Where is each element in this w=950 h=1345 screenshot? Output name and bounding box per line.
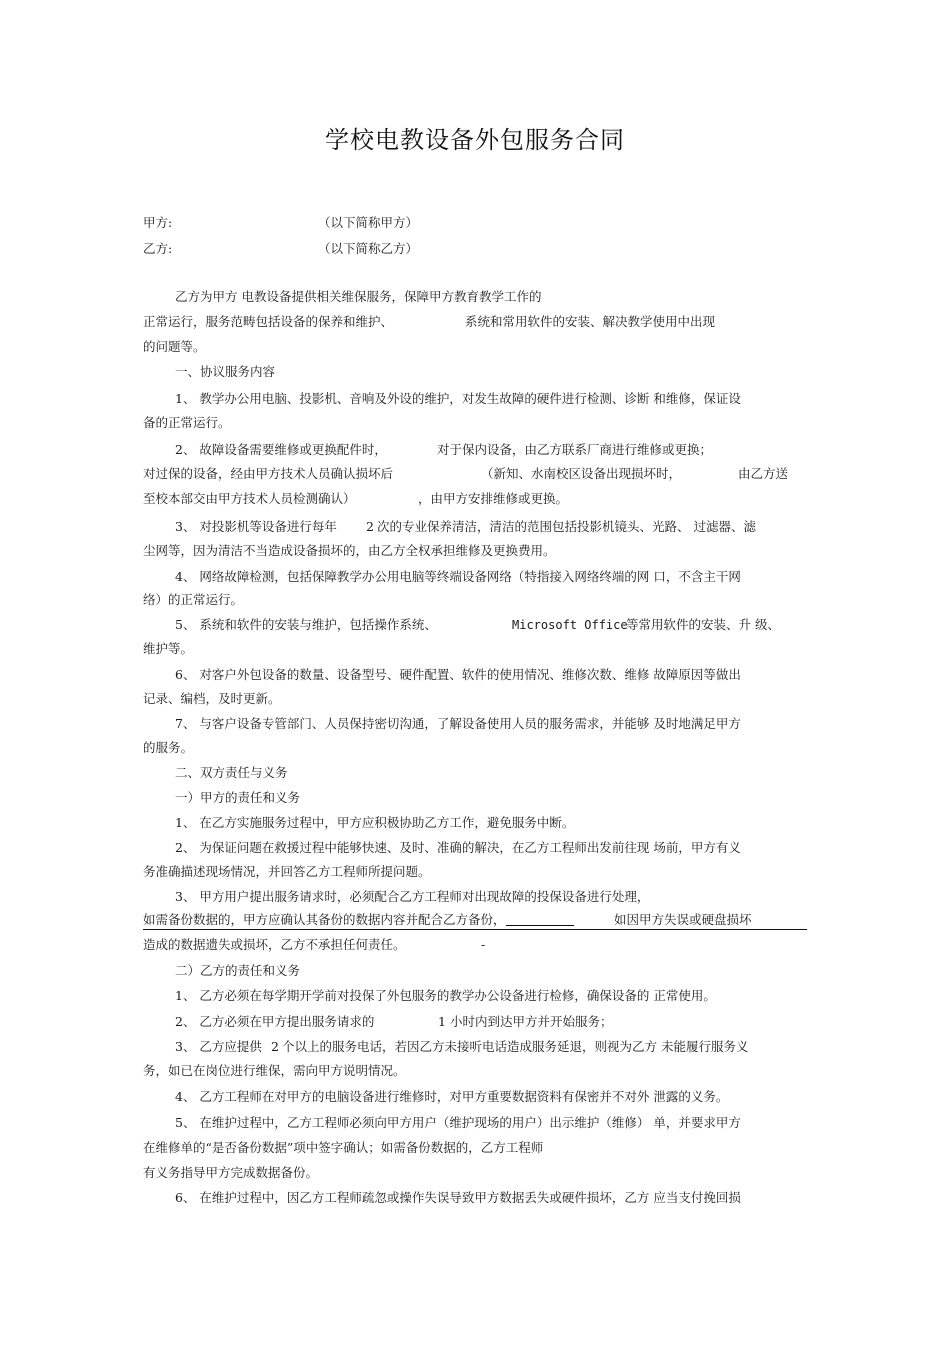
s1-item-2-line-3a: 至校本部交由甲方技术人员检测确认） [143,491,356,506]
s2b-item-3-line-2: 务，如已在岗位进行维保，需向甲方说明情况。 [143,1063,406,1078]
party-a-note: （以下简称甲方） [318,215,419,230]
s2a-item-2-line-1: 2、 为保证问题在救援过程中能够快速、及时、准确的解决，在乙方工程师出发前往现 场前，甲方有义 [175,840,741,855]
s2a-item-3-line-2a [143,912,574,928]
s1-item-2-line-1a: 2、 故障设备需要维修或更换配件时， [175,442,387,457]
s1-item-5-line-1c: 等常用软件的安装、升 级、 [626,617,780,632]
s2a-item-1: 1、 在乙方实施服务过程中，甲方应积极协助乙方工作，避免服务中断。 [175,815,575,830]
party-b-duties-heading: 二）乙方的责任和义务 [175,963,301,978]
section-2-heading: 二、双方责任与义务 [175,765,288,780]
s2a-item-3-line-2a-text: 如需备份数据的，甲方应确认其备份的数据内容并配合乙方备份， [143,912,506,927]
s1-item-3-line-1b: 2 [366,519,374,534]
s2b-item-2c: 小时内到达甲方并开始服务； [450,1014,613,1029]
party-a-label: 甲方: [143,215,173,230]
s1-item-1-line-1: 1、 教学办公用电脑、投影机、音响及外设的维护，对发生故障的硬件进行检测、诊断 和维修，保证设 [175,391,741,406]
s1-item-3-line-1c: 次的专业保养清洁，清洁的范围包括投影机镜头、光路、 过滤器、滤 [377,519,756,534]
underline-rule [143,929,807,930]
page-title: 学校电教设备外包服务合同 [325,126,625,154]
s2b-item-3-line-1b: 2 [271,1039,279,1054]
party-b-label: 乙方: [143,241,173,256]
s2b-item-3-line-1a: 3、 乙方应提供 [175,1039,262,1054]
s2a-item-3-line-2b: 如因甲方失误或硬盘损坏 [614,912,752,927]
stray-mark: - [481,937,486,952]
party-b-note: （以下简称乙方） [318,241,419,256]
s1-item-2-line-1b: 对于保内设备，由乙方联系厂商进行维修或更换； [437,442,713,457]
s2b-item-5-line-3: 有义务指导甲方完成数据备份。 [143,1165,319,1180]
s2b-item-5-line-2: 在维修单的“是否备份数据”项中签字确认；如需备份数据的，乙方工程师 [143,1140,544,1155]
s2a-item-2-line-2: 务准确描述现场情况，并回答乙方工程师所提问题。 [143,864,431,879]
s1-item-2-line-2c: 由乙方送 [738,466,789,481]
s1-item-2-line-3b: ，由甲方安排维修或更换。 [418,491,569,506]
intro-line-2b: 系统和常用软件的安装、解决教学使用中出现 [465,314,716,329]
s1-item-6-line-2: 记录、编档，及时更新。 [143,691,281,706]
intro-line-2a: 正常运行，服务范畴包括设备的保养和维护、 [143,314,394,329]
s1-item-3-line-2: 尘网等，因为清洁不当造成设备损坏的，由乙方全权承担维修及更换费用。 [143,543,556,558]
intro-line-3: 的问题等。 [143,339,206,354]
s1-item-5-line-1b: Microsoft Office [512,618,628,632]
s2b-item-6: 6、 在维护过程中，因乙方工程师疏忽或操作失误导致甲方数据丢失或硬件损坏，乙方 应当支付挽回损 [175,1190,741,1205]
s1-item-4-line-1: 4、 网络故障检测，包括保障教学办公用电脑等终端设备网络（特指接入网络终端的网 口，不含主干网 [175,569,741,584]
s1-item-6-line-1: 6、 对客户外包设备的数量、设备型号、硬件配置、软件的使用情况、维修次数、维修 故障原因等做出 [175,667,741,682]
s2a-item-3-line-3: 造成的数据遗失或损坏，乙方不承担任何责任。 [143,937,406,952]
s1-item-1-line-2: 备的正常运行。 [143,415,231,430]
party-a-duties-heading: 一）甲方的责任和义务 [175,790,301,805]
s1-item-5-line-2: 维护等。 [143,641,194,656]
s1-item-2-line-2a: 对过保的设备，经由甲方技术人员确认损坏后 [143,466,394,481]
s1-item-7-line-2: 的服务。 [143,740,194,755]
s1-item-4-line-2: 络）的正常运行。 [143,592,244,607]
s2b-item-3-line-1c: 个以上的服务电话，若因乙方未接听电话造成服务延退，则视为乙方 未能履行服务义 [282,1039,749,1054]
fill-in-blank [506,912,574,926]
s1-item-5-line-1a: 5、 系统和软件的安装与维护，包括操作系统、 [175,617,437,632]
s1-item-7-line-1: 7、 与客户设备专管部门、人员保持密切沟通，了解设备使用人员的服务需求，并能够 及时地满足甲方 [175,716,741,731]
s2b-item-2a: 2、 乙方必须在甲方提出服务请求的 [175,1014,375,1029]
s2b-item-1: 1、 乙方必须在每学期开学前对投保了外包服务的教学办公设备进行检修，确保设备的 正常使用。 [175,988,716,1003]
s2a-item-3-line-1: 3、 甲方用户提出服务请求时，必须配合乙方工程师对出现故障的投保设备进行处理， [175,889,650,904]
intro-line-1: 乙方为甲方 电教设备提供相关维保服务，保障甲方教育教学工作的 [175,289,542,304]
s2b-item-4: 4、 乙方工程师在对甲方的电脑设备进行维修时，对甲方重要数据资料有保密并不对外 泄露的义务。 [175,1089,729,1104]
s2b-item-2b: 1 [438,1014,446,1029]
s1-item-3-line-1a: 3、 对投影机等设备进行每年 [175,519,337,534]
s1-item-2-line-2b: （新知、水南校区设备出现损坏时， [481,466,682,481]
s2b-item-5-line-1: 5、 在维护过程中，乙方工程师必须向甲方用户（维护现场的用户）出示维护（维修） 单，并要求甲方 [175,1115,741,1130]
section-1-heading: 一、协议服务内容 [175,364,276,379]
